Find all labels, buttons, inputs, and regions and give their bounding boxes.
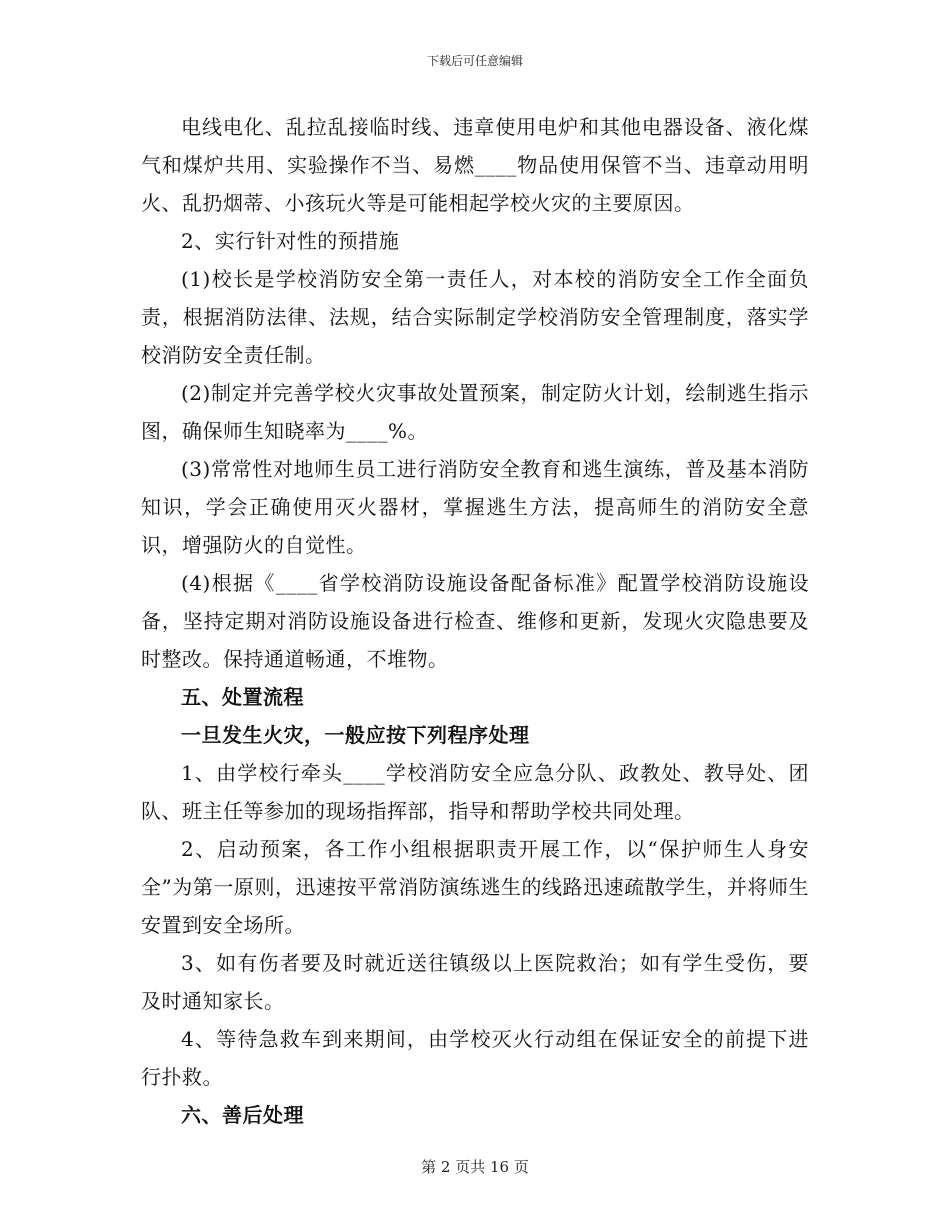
paragraph-preventive-measures-title: 2、实行针对性的预措施 xyxy=(181,229,400,253)
paragraph-step-3: 3、如有伤者要及时就近送往镇级以上医院救治；如有学生受伤，要及时通知家长。 xyxy=(141,951,809,1013)
paragraph-fire-causes: 电线电化、乱拉乱接临时线、违章使用电炉和其他电器设备、液化煤气和煤炉共用、实验操作不当、易燃____物品使用保管不当、违章动用明火、乱扔烟蒂、小孩玩火等是可能相起学校火灾的主要原因。 xyxy=(141,115,809,215)
paragraph-measure-1: (1)校长是学校消防安全第一责任人，对本校的消防安全工作全面负责，根据消防法律、法规，结合实际制定学校消防安全管理制度，落实学校消防安全责任制。 xyxy=(141,267,809,367)
paragraph-step-4: 4、等待急救车到来期间，由学校灭火行动组在保证安全的前提下进行扑救。 xyxy=(141,1027,809,1089)
section-heading-aftermath: 六、善后处理 xyxy=(181,1103,304,1127)
paragraph-measure-3: (3)常常性对地师生员工进行消防安全教育和逃生演练，普及基本消防知识，学会正确使用灭火器材，掌握逃生方法，提高师生的消防安全意识，增强防火的自觉性。 xyxy=(141,457,809,557)
document-body xyxy=(141,108,809,1134)
paragraph-step-1: 1、由学校行牵头____学校消防安全应急分队、政教处、教导处、团队、班主任等参加的现场指挥部，指导和帮助学校共同处理。 xyxy=(141,761,809,823)
paragraph-measure-4: (4)根据《____省学校消防设施设备配备标准》配置学校消防设施设备，坚持定期对消防设施设备进行检查、维修和更新，发现火灾隐患要及时整改。保持通道畅通，不堆物。 xyxy=(141,571,809,671)
section-heading-procedure: 五、处置流程 xyxy=(181,685,304,709)
subheading-procedure-intro: 一旦发生火灾，一般应按下列程序处理 xyxy=(181,723,530,747)
paragraph-measure-2: (2)制定并完善学校火灾事故处置预案，制定防火计划，绘制逃生指示图，确保师生知晓率为____%。 xyxy=(141,381,809,443)
paragraph-step-2: 2、启动预案，各工作小组根据职责开展工作，以“保护师生人身安全”为第一原则，迅速按平常消防演练逃生的线路迅速疏散学生，并将师生安置到安全场所。 xyxy=(141,837,809,937)
page-header: 下载后可任意编辑 xyxy=(426,54,523,68)
page-footer: 第 2 页共 16 页 xyxy=(421,1158,529,1176)
